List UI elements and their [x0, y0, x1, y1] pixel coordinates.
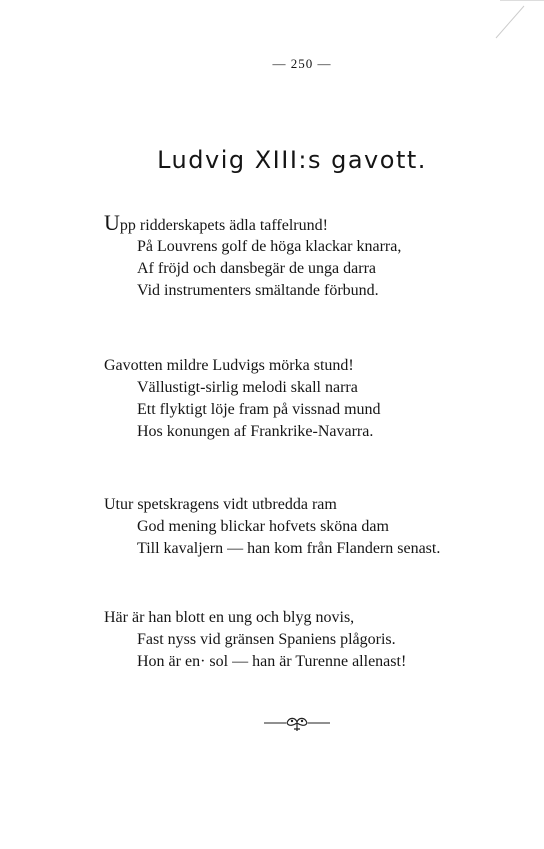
poem-line-text: pp ridderskapets ädla taffelrund!	[119, 217, 328, 234]
poem-line: Här är han blott en ung och blyg novis,	[104, 609, 355, 626]
poem-line: Fast nyss vid gränsen Spaniens plågoris.	[137, 631, 396, 648]
poem-title: Ludvig XIII:s gavott.	[157, 146, 427, 174]
stanza-3	[104, 494, 440, 560]
poem-line: Hon är en· sol — han är Turenne allenast!	[137, 653, 407, 670]
poem-line: Vid instrumenters smältande förbund.	[137, 282, 379, 299]
poem-line: Vällustigt-sirlig melodi skall narra	[137, 379, 358, 396]
poem-line: Af fröjd och dansbegär de unga darra	[137, 260, 377, 277]
stanza-2	[104, 355, 381, 443]
stanza-4	[104, 607, 406, 673]
poem-line: Hos konungen af Frankrike-Navarra.	[137, 423, 374, 440]
poem-line: Till kavaljern — han kom från Flandern senast.	[137, 540, 441, 557]
stanza-1	[104, 210, 401, 302]
initial-capital: U	[104, 210, 120, 235]
floral-ornament-icon	[262, 714, 332, 734]
poem-line: På Louvrens golf de höga klackar knarra,	[137, 238, 402, 255]
poem-line	[104, 210, 401, 236]
poem-line: Utur spetskragens vidt utbredda ram	[104, 496, 337, 513]
poem-line: Ett flyktigt löje fram på vissnad mund	[137, 401, 381, 418]
poem-line: God mening blickar hofvets sköna dam	[137, 518, 389, 535]
page-corner-fold-mark	[440, 0, 544, 40]
poem-line: Gavotten mildre Ludvigs mörka stund!	[104, 357, 354, 374]
page-number: — 250 —	[272, 56, 332, 71]
